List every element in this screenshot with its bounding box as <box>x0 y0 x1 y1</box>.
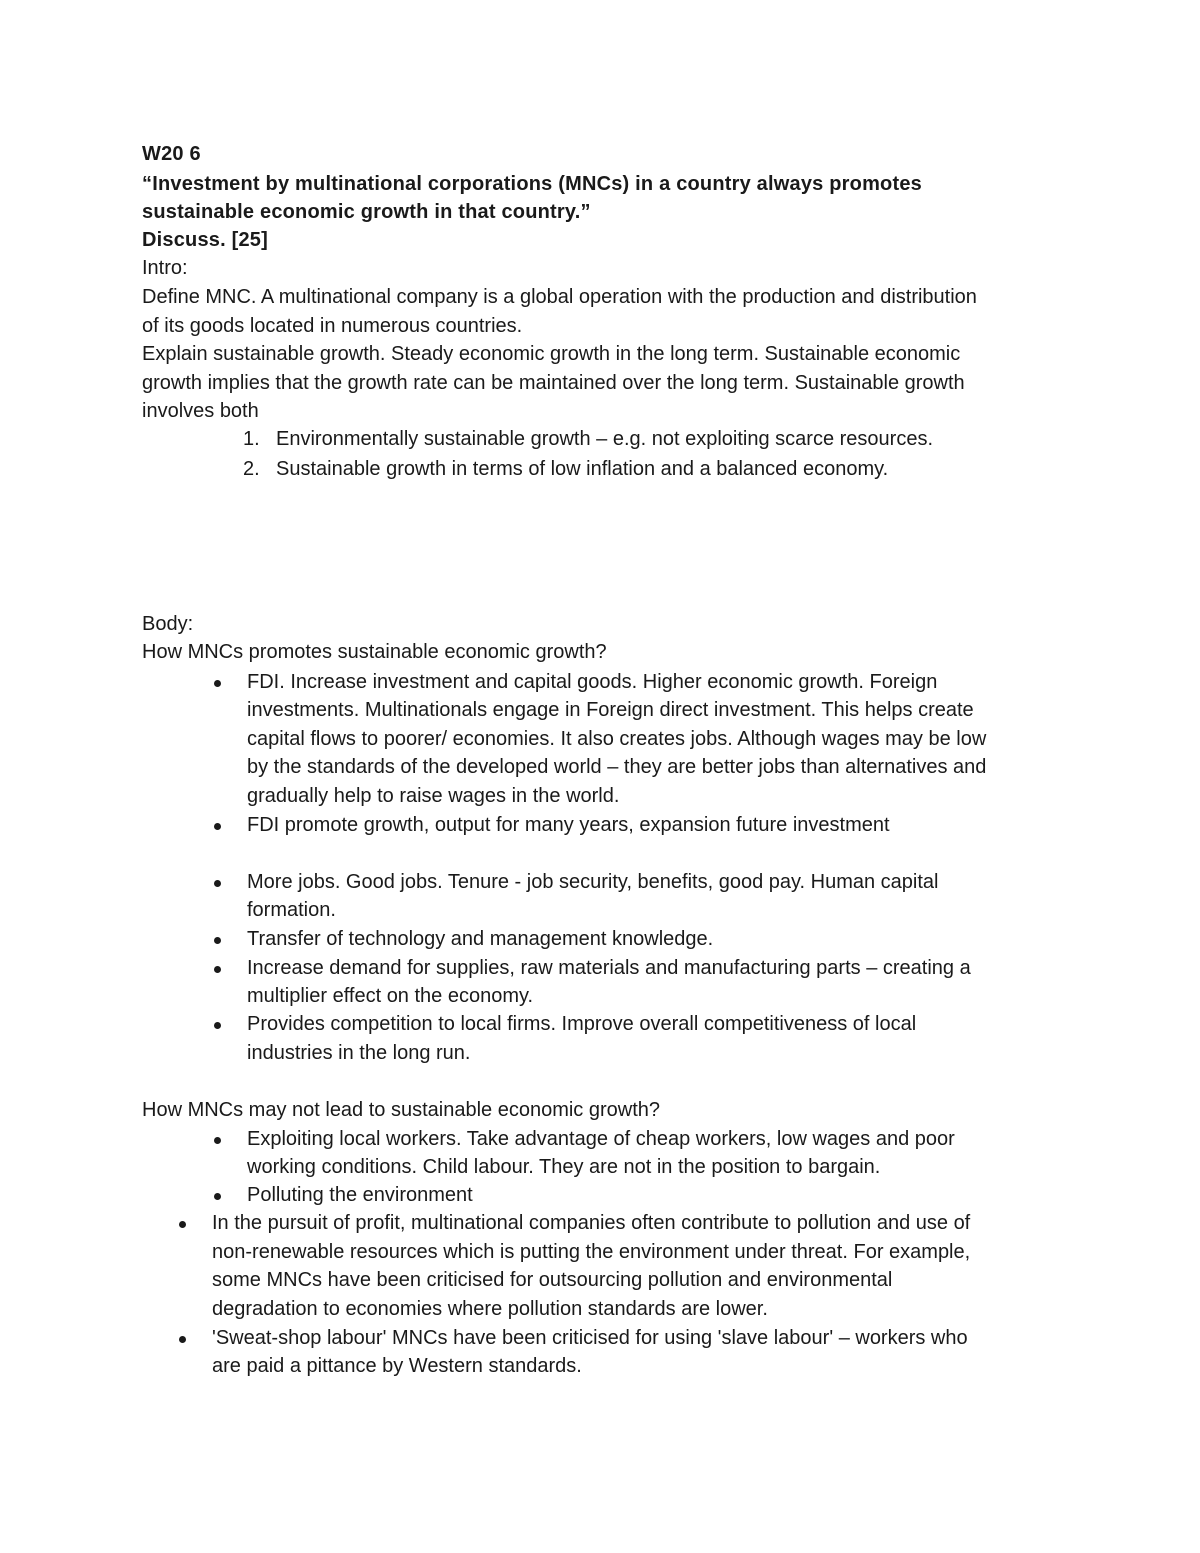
list-item-line: some MNCs have been criticised for outsourcing pollution and environmental <box>212 1269 893 1291</box>
numbered-item: Environmentally sustainable growth – e.g. not exploiting scarce resources. <box>276 428 934 450</box>
list-item-line: gradually help to raise wages in the world. <box>247 785 620 807</box>
bullet-icon <box>214 880 221 887</box>
bullet-icon <box>214 1137 221 1144</box>
numbered-marker: 1. <box>243 428 260 450</box>
list-item-line: working conditions. Child labour. They are not in the position to bargain. <box>247 1156 881 1178</box>
bullet-icon <box>214 1022 221 1029</box>
numbered-marker: 2. <box>243 458 260 480</box>
list-item-line: non-renewable resources which is putting the environment under threat. For example, <box>212 1241 971 1263</box>
intro-line: growth implies that the growth rate can be maintained over the long term. Sustainable growth <box>142 372 965 394</box>
intro-line: Define MNC. A multinational company is a global operation with the production and distribution <box>142 286 977 308</box>
bullet-icon <box>214 1193 221 1200</box>
list-item-line: More jobs. Good jobs. Tenure - job security, benefits, good pay. Human capital <box>247 871 939 893</box>
list-item-line: capital flows to poorer/ economies. It also creates jobs. Although wages may be low <box>247 728 987 750</box>
list-item-line: Polluting the environment <box>247 1184 473 1206</box>
list-item-line: Increase demand for supplies, raw materials and manufacturing parts – creating a <box>247 957 971 979</box>
question-instruction: Discuss. [25] <box>142 229 268 251</box>
list-item-line: Transfer of technology and management knowledge. <box>247 928 714 950</box>
intro-line: of its goods located in numerous countries. <box>142 315 523 337</box>
question-line-1: “Investment by multinational corporations (MNCs) in a country always promotes <box>142 173 922 195</box>
list-item-line: by the standards of the developed world – they are better jobs than alternatives and <box>247 756 987 778</box>
list-item-line: Exploiting local workers. Take advantage of cheap workers, low wages and poor <box>247 1128 955 1150</box>
body-heading: Body: <box>142 613 194 635</box>
bullet-icon <box>179 1221 186 1228</box>
list-item-line: 'Sweat-shop labour' MNCs have been criticised for using 'slave labour' – workers who <box>212 1327 968 1349</box>
bullet-icon <box>214 937 221 944</box>
bullet-icon <box>214 823 221 830</box>
bullet-icon <box>214 680 221 687</box>
question-code: W20 6 <box>142 143 201 165</box>
list-item-line: formation. <box>247 899 336 921</box>
intro-heading: Intro: <box>142 257 188 279</box>
list-item-line: are paid a pittance by Western standards. <box>212 1355 582 1377</box>
list-item-line: industries in the long run. <box>247 1042 471 1064</box>
bullet-icon <box>179 1336 186 1343</box>
list-item-line: FDI promote growth, output for many years, expansion future investment <box>247 814 890 836</box>
list-item-line: multiplier effect on the economy. <box>247 985 534 1007</box>
bullet-icon <box>214 966 221 973</box>
numbered-item: Sustainable growth in terms of low inflation and a balanced economy. <box>276 458 889 480</box>
list-item-line: FDI. Increase investment and capital goods. Higher economic growth. Foreign <box>247 671 938 693</box>
list-item-line: In the pursuit of profit, multinational companies often contribute to pollution and use of <box>212 1212 971 1234</box>
intro-line: involves both <box>142 400 259 422</box>
list-item-line: degradation to economies where pollution standards are lower. <box>212 1298 768 1320</box>
list-item-line: investments. Multinationals engage in Foreign direct investment. This helps create <box>247 699 974 721</box>
not-heading: How MNCs may not lead to sustainable economic growth? <box>142 1099 661 1121</box>
promotes-heading: How MNCs promotes sustainable economic growth? <box>142 641 607 663</box>
intro-line: Explain sustainable growth. Steady economic growth in the long term. Sustainable economic <box>142 343 961 365</box>
question-line-2: sustainable economic growth in that country.” <box>142 201 591 223</box>
list-item-line: Provides competition to local firms. Improve overall competitiveness of local <box>247 1013 917 1035</box>
